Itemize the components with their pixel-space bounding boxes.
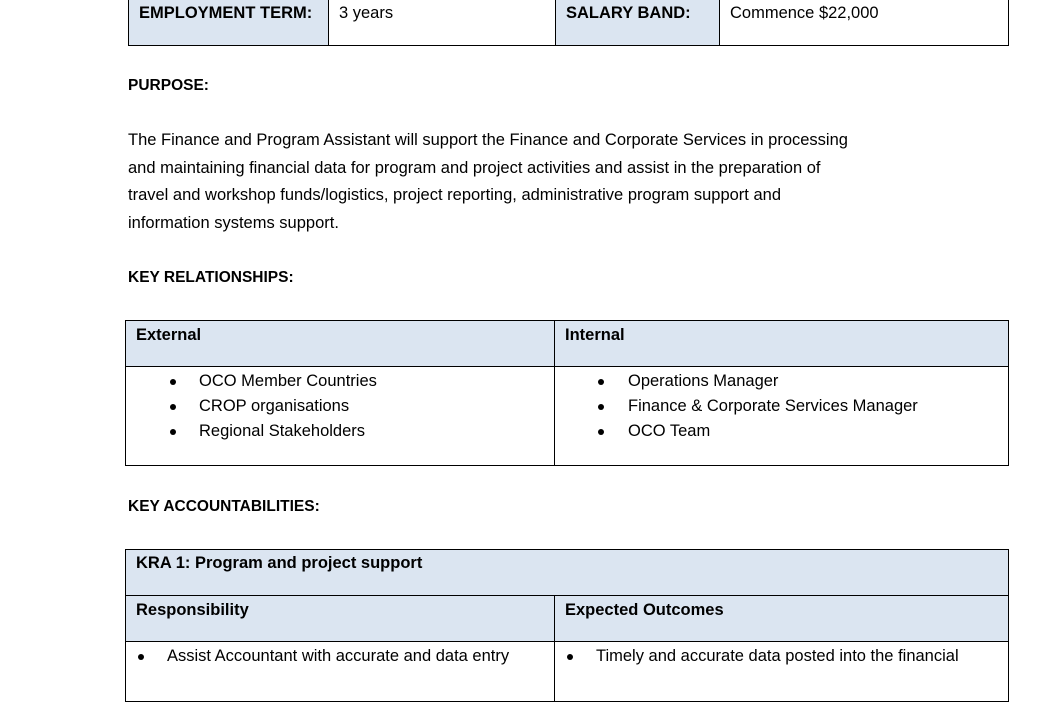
list-item: OCO Team	[555, 419, 1008, 444]
list-item: Regional Stakeholders	[126, 419, 554, 444]
outcomes-header: Expected Outcomes	[565, 601, 724, 619]
responsibility-list	[126, 642, 554, 669]
purpose-paragraph	[128, 127, 848, 237]
list-item: CROP organisations	[126, 394, 554, 419]
kra-title: KRA 1: Program and project support	[136, 554, 423, 572]
employment-term-value: 3 years	[339, 4, 394, 22]
salary-band-label-cell	[556, 0, 720, 46]
internal-list	[555, 367, 1008, 444]
salary-band-value: Commence $22,000	[730, 4, 879, 22]
purpose-heading: PURPOSE:	[128, 77, 209, 94]
salary-band-label: SALARY BAND:	[566, 4, 691, 22]
accountabilities-table	[125, 549, 1009, 702]
outcomes-header-cell	[555, 596, 1009, 642]
list-item: Operations Manager	[555, 369, 1008, 394]
external-header-cell	[126, 321, 555, 367]
salary-band-value-cell	[720, 0, 1009, 46]
internal-list-cell	[555, 367, 1009, 466]
responsibility-header: Responsibility	[136, 601, 249, 619]
internal-header: Internal	[565, 326, 625, 344]
employment-term-label: EMPLOYMENT TERM:	[139, 4, 313, 22]
external-header: External	[136, 326, 202, 344]
external-list-cell	[126, 367, 555, 466]
purpose-line: and maintaining financial data for program and project activities and assist in the preparation of	[128, 158, 821, 177]
responsibility-header-cell	[126, 596, 555, 642]
purpose-line: travel and workshop funds/logistics, project reporting, administrative program support and	[128, 186, 781, 204]
kra-title-cell	[126, 550, 1009, 596]
external-list	[126, 367, 554, 444]
purpose-line: information systems support.	[128, 213, 339, 232]
list-item: Timely and accurate data posted into the financial	[555, 644, 1008, 669]
key-relationships-heading: KEY RELATIONSHIPS:	[128, 269, 294, 286]
employment-term-label-cell	[129, 0, 329, 46]
purpose-line: The Finance and Program Assistant will support the Finance and Corporate Services in processing	[128, 131, 848, 149]
relationships-table	[125, 320, 1009, 466]
internal-header-cell	[555, 321, 1009, 367]
employment-table	[128, 0, 1009, 46]
outcomes-list-cell	[555, 642, 1009, 702]
list-item: OCO Member Countries	[126, 369, 554, 394]
outcomes-list	[555, 642, 1008, 669]
list-item: Assist Accountant with accurate and data entry	[126, 644, 554, 669]
key-accountabilities-heading: KEY ACCOUNTABILITIES:	[128, 498, 320, 515]
responsibility-list-cell	[126, 642, 555, 702]
list-item: Finance & Corporate Services Manager	[555, 394, 1008, 419]
employment-term-value-cell	[329, 0, 556, 46]
